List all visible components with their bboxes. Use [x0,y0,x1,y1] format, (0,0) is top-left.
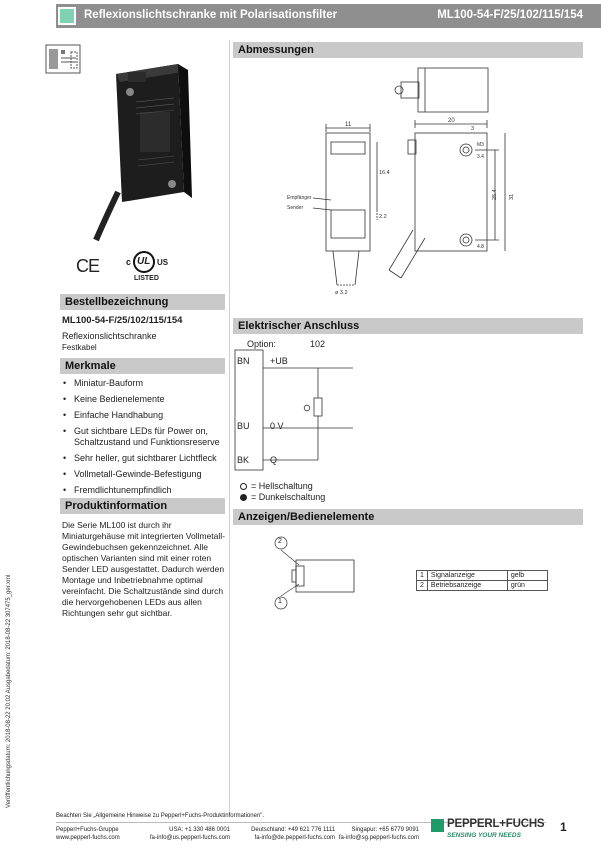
table-row [417,571,548,581]
page-header [56,4,601,28]
dim-width-3: 3 [471,126,475,132]
footer-group [56,826,120,842]
section-anzeigen: Anzeigen/Bedienelemente [233,509,583,525]
footer-group-name: Pepperl+Fuchs-Gruppe [56,827,119,833]
footer-sg-email[interactable]: fa-info@sg.pepperl-fuchs.com [338,835,419,841]
wire-bn: BN [237,356,250,366]
ul-listed-mark [126,250,176,284]
dimension-drawing [233,60,593,300]
dim-4-8: 4.8 [477,244,484,250]
footer-sg-phone: Singapur: +65 6779 9091 [351,827,419,833]
dim-width-11: 11 [345,122,352,128]
option-label: Option: [247,339,277,349]
publication-info: Veröffentlichungsdatum: 2018-08-22 20:02 Ausgabedatum: 2018-08-22 307475_ger.xml [6,574,12,808]
section-abmessungen: Abmessungen [233,42,583,58]
label-sender: Sender [287,205,304,211]
wire-0v: 0 V [270,421,284,431]
wire-bk: BK [237,455,250,465]
side-view [389,120,505,278]
model-number: ML100-54-F/25/102/115/154 [437,9,583,21]
footer-de-phone: Deutschland: +49 621 776 1111 [251,827,335,833]
indicator-num: 2 [417,581,428,591]
page-title: Reflexionslichtschranke mit Polarisationsfilter [84,9,338,21]
indicator-name: Betriebsanzeige [427,581,507,591]
header-square-icon [58,7,76,25]
order-cable: Festkabel [62,343,97,352]
footer-usa-email[interactable]: fa-info@us.pepperl-fuchs.com [149,835,230,841]
wire-bu: BU [237,421,250,431]
footer-usa-phone: USA: +1 330 486 0001 [169,827,230,833]
footer-de-email[interactable]: fa-info@de.pepperl-fuchs.com [254,835,335,841]
dim-diameter: ø 3.2 [335,290,348,296]
pepperl-fuchs-logo-icon [431,819,444,832]
feature-item: • Sehr heller, gut sichtbarer Lichtfleck [62,453,227,465]
footer-usa [145,826,230,842]
section-produktinformation: Produktinformation [60,498,225,514]
ce-mark: CE [76,256,100,276]
top-view [395,68,488,112]
brand-slogan: SENSING YOUR NEEDS [447,832,521,839]
column-divider [229,40,230,815]
footer-de [240,826,335,842]
section-bestellbezeichnung: Bestellbezeichnung [60,294,225,310]
feature-item: • Keine Bedienelemente [62,394,227,406]
footer-sg [335,826,419,842]
legend-hellschaltung: = Hellschaltung [251,481,313,491]
indicator-name: Signalanzeige [427,571,507,581]
front-view [313,124,377,285]
callout-1: 1 [278,598,282,605]
sensor-type-icon [45,44,81,74]
product-info-text: Die Serie ML100 ist durch ihr Miniaturgehäuse mit integrierten Vollmetall-Gewindebuchsen gekennzeichnet. Alle optischen Varianten sind mit einer roten Sender LED ausgestattet. Dadurch werden Montage und Inbetriebnahme optimal vereinfacht. Die Schaltzustände sind durch die hervorgehobenen LEDs aus allen Richtungen sehr gut sichtbar. [62,520,225,618]
ul-us-letters: US [157,258,169,267]
dim-height-16-4: 16.4 [379,170,390,176]
option-value: 102 [310,339,326,349]
order-type: Reflexionslichtschranke [62,331,157,341]
dim-thread-m3: M3 [477,142,484,148]
wire-ub: +UB [270,356,288,366]
dim-width-20: 20 [448,118,455,124]
footer-note: Beachten Sie „Allgemeine Hinweise zu Pepperl+Fuchs-Produktinformationen". [56,813,265,819]
dim-height-2-2: 2.2 [379,214,387,220]
ul-letters: UL [137,256,151,267]
wiring-diagram [233,348,383,473]
wire-q: Q [270,455,278,465]
indicator-num: 1 [417,571,428,581]
indicator-color: grün [507,581,547,591]
feature-item: • Einfache Handhabung [62,410,227,422]
dim-height-25-4: 25.4 [492,189,498,200]
section-merkmale: Merkmale [60,358,225,374]
light-on-circle-icon [240,483,247,490]
feature-item: • Gut sichtbare LEDs für Power on, Schaltzustand und Funktionsreserve [62,426,227,449]
legend-dunkelschaltung: = Dunkelschaltung [251,492,326,502]
page-number: 1 [560,820,567,834]
indicator-table [416,570,548,591]
ul-c-letter: c [126,257,132,267]
feature-item: • Fremdlichtunempfindlich [62,485,227,497]
product-photo [88,52,198,242]
dim-height-31: 31 [509,193,515,200]
callout-2: 2 [278,538,282,545]
brand-name: PEPPERL+FUCHS [447,818,545,830]
label-receiver: Empfänger [287,195,312,201]
dark-on-dot-icon [240,494,247,501]
dim-3-4: 3.4 [477,154,484,160]
section-elektrischer-anschluss: Elektrischer Anschluss [233,318,583,334]
ul-listed-text: LISTED [134,275,159,282]
features-list [62,378,227,501]
table-row [417,581,548,591]
feature-item: • Vollmetall-Gewinde-Befestigung [62,469,227,481]
indicator-color: gelb [507,571,547,581]
footer-website-link[interactable]: www.pepperl-fuchs.com [56,835,120,841]
feature-item: • Miniatur-Bauform [62,378,227,390]
order-code: ML100-54-F/25/102/115/154 [62,315,183,326]
